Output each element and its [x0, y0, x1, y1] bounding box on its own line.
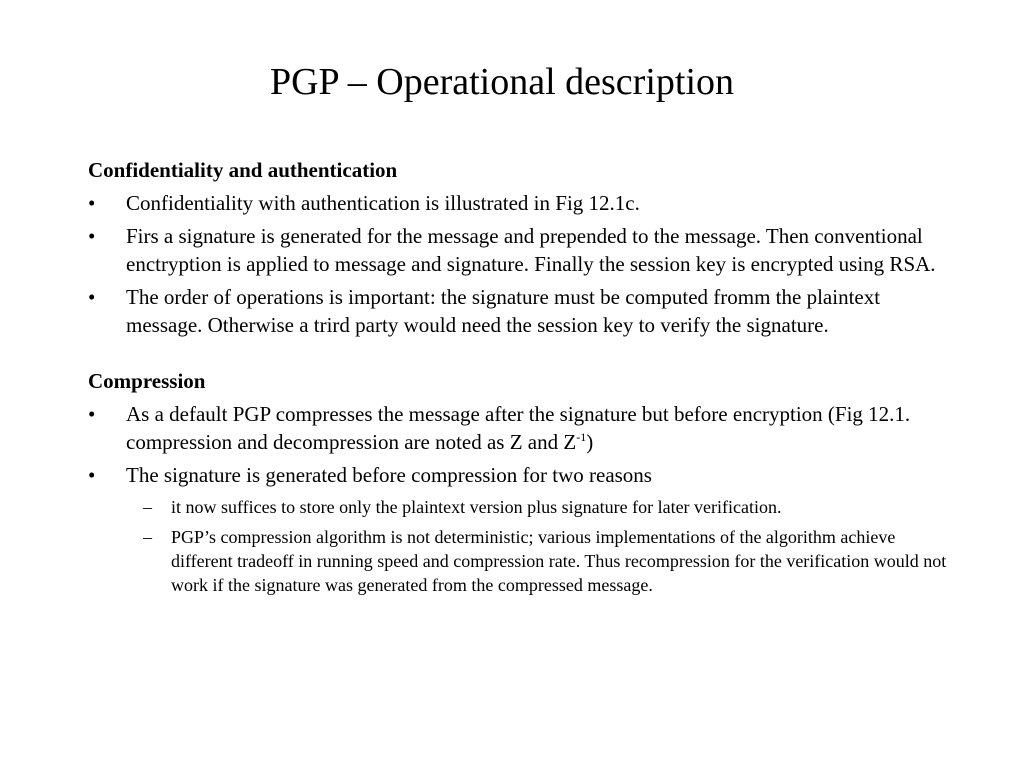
sub-bullet-text: it now suffices to store only the plaintext version plus signature for later verification. — [171, 497, 782, 517]
bullet-text-main: As a default PGP compresses the message after the signature but before encryption (Fig 12.1. compression and decompression are noted as Z and Z — [126, 402, 911, 454]
bullet-text-tail: ) — [586, 430, 594, 454]
bullet-item — [88, 189, 948, 217]
bullet-item — [88, 222, 948, 278]
section-heading-confidentiality: Confidentiality and authentication — [88, 158, 398, 182]
dash-icon: – — [143, 527, 152, 547]
confidentiality-bullet-list — [88, 189, 948, 339]
sub-bullet-text: PGP’s compression algorithm is not deterministic; various implementations of the algorithm achieve different tradeoff in running speed and compression rate. Thus recompression for the verification would not work if the signature was generated from the compressed message. — [171, 527, 947, 595]
sub-bullet-item — [126, 525, 948, 597]
sub-bullet-list — [126, 495, 948, 597]
bullet-item — [88, 400, 948, 456]
slide-title: PGP – Operational description — [269, 61, 734, 103]
bullet-text: Confidentiality with authentication is illustrated in Fig 12.1c. — [126, 191, 640, 215]
bullet-icon: • — [88, 463, 96, 487]
bullet-text: The signature is generated before compression for two reasons — [126, 463, 652, 487]
bullet-icon: • — [88, 191, 96, 215]
bullet-text: The order of operations is important: the signature must be computed fromm the plaintext message. Otherwise a trird party would need the session key to verify the signature. — [126, 285, 881, 337]
bullet-icon: • — [88, 402, 96, 426]
superscript-exponent: -1 — [576, 430, 587, 444]
sub-bullet-item — [126, 495, 948, 519]
bullet-item — [88, 283, 948, 339]
section-heading-compression: Compression — [88, 369, 206, 393]
bullet-text: Firs a signature is generated for the message and prepended to the message. Then conventional enctryption is applied to message and signature. Finally the session key is encrypted using RSA. — [126, 224, 936, 276]
dash-icon: – — [143, 497, 152, 517]
bullet-item — [88, 461, 948, 597]
compression-bullet-list — [88, 400, 948, 597]
bullet-icon: • — [88, 224, 96, 248]
bullet-icon: • — [88, 285, 96, 309]
bullet-text — [126, 402, 910, 454]
slide-body — [88, 156, 948, 597]
